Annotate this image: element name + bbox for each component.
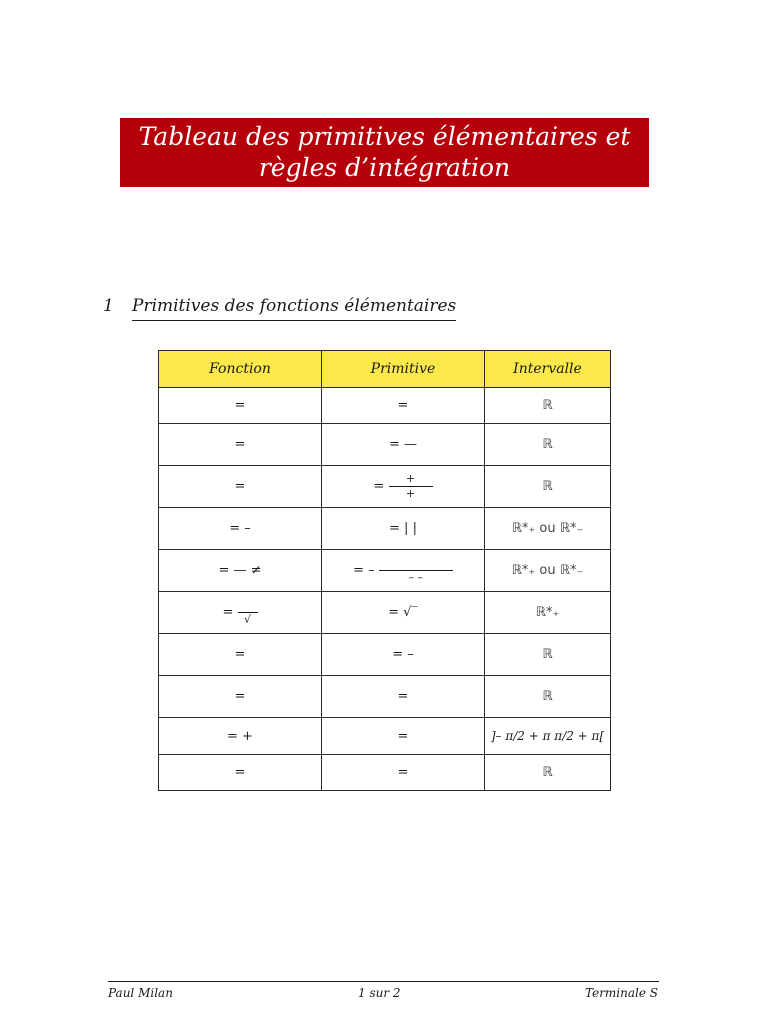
cell-intervalle: ℝ — [485, 676, 611, 718]
fraction-numerator: + — [405, 472, 416, 485]
table-row — [159, 466, 611, 508]
cell-primitive: = — [322, 388, 485, 424]
cell-intervalle: ℝ*₊ ou ℝ*₋ — [485, 550, 611, 592]
header-intervalle: Intervalle — [485, 351, 611, 388]
cell-primitive — [322, 550, 485, 592]
table-row — [159, 550, 611, 592]
cell-intervalle: ℝ*₊ ou ℝ*₋ — [485, 508, 611, 550]
fonction-fraction — [238, 599, 258, 626]
footer-class: Terminale S — [585, 986, 658, 1000]
cell-intervalle: ]– π/2 + π π/2 + π[ — [485, 718, 611, 755]
header-primitive: Primitive — [322, 351, 485, 388]
header-fonction: Fonction — [159, 351, 322, 388]
fraction-numerator — [246, 598, 250, 611]
section-title: Primitives des fonctions élémentaires — [132, 296, 456, 321]
cell-fonction — [159, 592, 322, 634]
cell-fonction: = + — [159, 718, 322, 755]
table-row — [159, 424, 611, 466]
primitives-table — [158, 350, 611, 791]
table-row — [159, 755, 611, 791]
table-row — [159, 388, 611, 424]
cell-primitive: = — [322, 755, 485, 791]
title-line-1: Tableau des primitives élémentaires et — [138, 122, 631, 151]
table-row — [159, 592, 611, 634]
cell-fonction: = — [159, 676, 322, 718]
cell-fonction: = — [159, 755, 322, 791]
primitive-fraction — [379, 557, 453, 584]
sqrt-icon: √ — [244, 613, 252, 626]
cell-fonction: = — [159, 466, 322, 508]
cell-intervalle: ℝ — [485, 388, 611, 424]
cell-fonction: = — [159, 634, 322, 676]
section-number: 1 — [103, 296, 114, 316]
cell-primitive: = | | — [322, 508, 485, 550]
table-row — [159, 718, 611, 755]
cell-fonction: = – — [159, 508, 322, 550]
fraction-numerator — [414, 556, 418, 569]
cell-intervalle: ℝ — [485, 755, 611, 791]
cell-primitive: = — [322, 718, 485, 755]
cell-fonction: = — [159, 388, 322, 424]
table-header-row — [159, 351, 611, 388]
cell-intervalle: ℝ — [485, 424, 611, 466]
cell-intervalle: ℝ*₊ — [485, 592, 611, 634]
fraction-denominator: + — [405, 487, 416, 500]
title-line-2: règles d’intégration — [258, 153, 511, 182]
fonction-equals: = — [222, 605, 234, 620]
cell-intervalle: ℝ — [485, 634, 611, 676]
fraction-denominator: – – — [408, 571, 424, 584]
cell-primitive: = √‾ — [322, 592, 485, 634]
cell-primitive: = – — [322, 634, 485, 676]
cell-intervalle: ℝ — [485, 466, 611, 508]
document-title — [120, 118, 649, 187]
table-row — [159, 676, 611, 718]
cell-fonction: = — [159, 424, 322, 466]
footer-author: Paul Milan — [108, 986, 173, 1000]
table-row — [159, 508, 611, 550]
cell-primitive: = — — [322, 424, 485, 466]
primitive-equals: = – — [353, 563, 375, 578]
cell-fonction: = — ≠ — [159, 550, 322, 592]
table-row — [159, 634, 611, 676]
primitive-fraction — [389, 473, 433, 500]
primitive-equals: = — [373, 479, 385, 494]
footer-rule — [108, 981, 659, 982]
cell-primitive — [322, 466, 485, 508]
footer-page-number: 1 sur 2 — [358, 986, 401, 1000]
cell-primitive: = — [322, 676, 485, 718]
